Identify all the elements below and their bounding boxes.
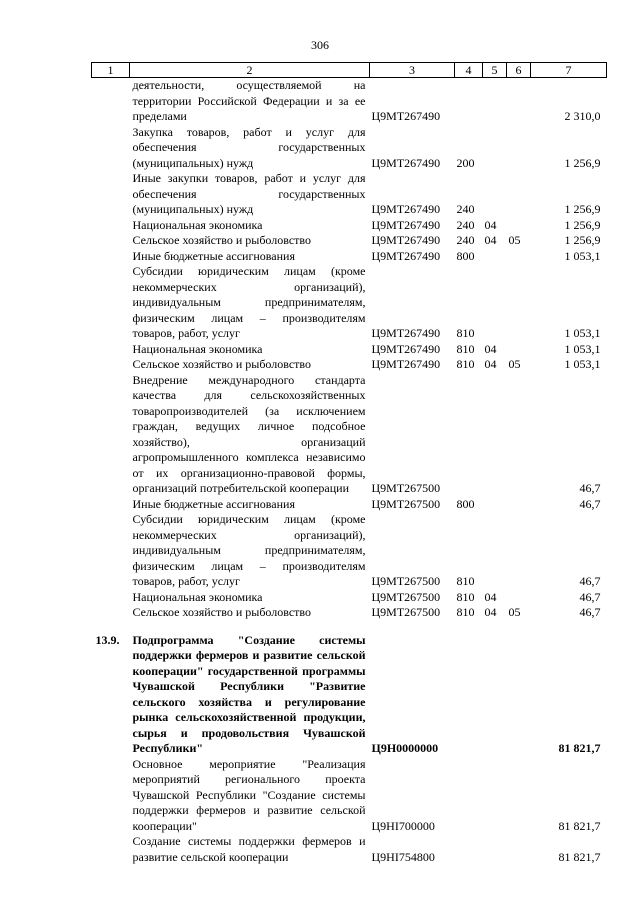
table-row (92, 590, 607, 606)
row-name: Сельское хозяйство и рыболовство (132, 605, 312, 619)
row-pr (507, 171, 531, 218)
row-pr (507, 757, 531, 835)
row-name: Создание системы поддержки фермеров и развитие сельской кооперации (132, 834, 366, 864)
row-vr: 810 (456, 605, 475, 619)
spacer-row (92, 621, 607, 633)
row-vr: 240 (456, 217, 475, 232)
row-vr: 810 (456, 589, 475, 604)
row-rz (483, 497, 507, 513)
row-code: Ц9МТ267500 (371, 605, 441, 619)
row-rz (483, 171, 507, 218)
row-name: Иные бюджетные ассигнования (132, 496, 295, 511)
row-rz (483, 264, 507, 342)
row-vr: 810 (456, 341, 475, 356)
header-col-1: 1 (92, 63, 130, 78)
table-row (92, 125, 607, 172)
row-pr (507, 264, 531, 342)
row-vr: 200 (456, 155, 475, 170)
table-row (92, 757, 607, 835)
row-vr: 800 (456, 496, 475, 511)
row-name: Закупка товаров, работ и услуг для обеспечения государственных (муниципальных) нужд (132, 124, 366, 170)
row-code: Ц9МТ267490 (371, 202, 441, 216)
section-code: Ц9Н0000000 (371, 741, 439, 755)
row-rz (483, 78, 507, 125)
row-name: Национальная экономика (132, 217, 263, 232)
row-pr: 05 (508, 233, 521, 247)
row-pr (507, 342, 531, 358)
table-row (92, 233, 607, 249)
table-row (92, 834, 607, 865)
table-row (92, 249, 607, 265)
section-row (92, 633, 607, 757)
row-sum: 1 053,1 (564, 341, 601, 356)
row-sum: 1 053,1 (564, 326, 601, 340)
row-code: Ц9МТ267490 (371, 217, 441, 232)
row-vr: 810 (456, 357, 475, 371)
row-vr (455, 834, 483, 865)
row-pr: 05 (508, 357, 521, 371)
table-row (92, 78, 607, 125)
table-row (92, 373, 607, 497)
row-name: Иные бюджетные ассигнования (132, 248, 295, 263)
row-sum: 81 821,7 (558, 849, 601, 864)
row-pr (507, 373, 531, 497)
row-code: Ц9МТ267500 (371, 589, 441, 604)
row-name: Основное мероприятие "Реализация мероприятий регионального проекта Чувашской Республики "Создание системы поддержки фермеров и развитие сельской кооперации" (132, 756, 366, 833)
row-vr (455, 78, 483, 125)
row-sum: 1 256,9 (564, 217, 601, 232)
row-sum: 46,7 (579, 496, 601, 511)
row-sum: 1 053,1 (564, 248, 601, 263)
row-rz: 04 (484, 589, 497, 604)
table-row (92, 605, 607, 621)
row-name: Сельское хозяйство и рыболовство (132, 357, 312, 371)
row-vr: 800 (456, 248, 475, 263)
row-name: деятельности, осуществляемой на территории Российской Федерации и за ее пределами (132, 78, 366, 123)
header-col-2: 2 (130, 63, 370, 78)
table-row (92, 264, 607, 342)
row-pr (507, 512, 531, 590)
row-pr (507, 834, 531, 865)
row-rz: 04 (484, 233, 497, 247)
row-code: Ц9НI700000 (371, 818, 435, 833)
table-row (92, 512, 607, 590)
row-code: Ц9МТ267490 (371, 233, 441, 247)
row-name: Субсидии юридическим лицам (кроме некоммерческих организаций), индивидуальным предпринимателям, физическим лицам – производителям товаров, работ, услуг (132, 512, 366, 588)
row-sum: 1 256,9 (564, 155, 601, 170)
table-row (92, 342, 607, 358)
row-rz (483, 757, 507, 835)
row-rz: 04 (484, 605, 497, 619)
row-code: Ц9МТ267490 (371, 155, 441, 170)
table-row (92, 218, 607, 234)
row-pr (507, 497, 531, 513)
row-sum: 2 310,0 (564, 109, 601, 123)
section-name: Подпрограмма "Создание системы поддержки фермеров и развитие сельской кооперации" государственной программы Чувашской Республики "Развитие сельского хозяйства и регулирование рынка сельскохозяйственной продукции, сырья и продовольствия Чувашской Республики" (132, 632, 366, 755)
row-rz (483, 373, 507, 497)
row-code: Ц9МТ267500 (371, 574, 441, 588)
header-col-4: 4 (455, 63, 483, 78)
row-sum: 1 256,9 (564, 233, 601, 247)
row-code: Ц9МТ267490 (371, 248, 441, 263)
row-name: Национальная экономика (132, 341, 263, 356)
row-rz (483, 834, 507, 865)
row-name: Сельское хозяйство и рыболовство (132, 233, 312, 247)
row-vr: 240 (456, 202, 475, 216)
row-vr: 810 (456, 326, 475, 340)
row-pr (507, 78, 531, 125)
page-number: 306 (311, 38, 329, 52)
header-col-3: 3 (370, 63, 455, 78)
row-code: Ц9НI754800 (371, 849, 435, 864)
row-code: Ц9МТ267490 (371, 326, 441, 340)
row-rz: 04 (484, 357, 497, 371)
row-vr (455, 757, 483, 835)
row-pr (507, 249, 531, 265)
table-row (92, 357, 607, 373)
row-name: Иные закупки товаров, работ и услуг для обеспечения государственных (муниципальных) нужд (132, 171, 366, 216)
row-code: Ц9МТ267490 (371, 109, 441, 123)
row-vr: 810 (456, 574, 475, 588)
row-code: Ц9МТ267490 (371, 341, 441, 356)
row-name: Внедрение международного стандарта качества для сельскохозяйственных товаропроизводителей (за исключением граждан, ведущих личное подсобное хозяйство), организаций агропромышленного комплекса независимо от их организационно-правовой формы, организаций потребительской кооперации (132, 372, 366, 495)
header-col-6: 6 (507, 63, 531, 78)
table-row (92, 497, 607, 513)
row-sum: 1 256,9 (564, 202, 601, 216)
row-pr (507, 590, 531, 606)
budget-table (91, 62, 607, 865)
row-rz (483, 125, 507, 172)
row-rz (483, 512, 507, 590)
row-pr: 05 (508, 605, 521, 619)
row-pr (507, 218, 531, 234)
row-name: Субсидии юридическим лицам (кроме некоммерческих организаций), индивидуальным предпринимателям, физическим лицам – производителям товаров, работ, услуг (132, 264, 366, 340)
table-row (92, 171, 607, 218)
row-vr: 240 (456, 233, 475, 247)
table-header-row (92, 63, 607, 78)
header-col-7: 7 (531, 63, 607, 78)
row-sum: 46,7 (579, 589, 601, 604)
section-number: 13.9. (95, 632, 120, 647)
row-sum: 46,7 (579, 605, 601, 619)
row-sum: 81 821,7 (558, 818, 601, 833)
section-sum: 81 821,7 (558, 741, 601, 755)
header-col-5: 5 (483, 63, 507, 78)
row-code: Ц9МТ267500 (371, 481, 441, 495)
row-pr (507, 125, 531, 172)
row-rz: 04 (484, 217, 497, 232)
row-rz: 04 (484, 341, 497, 356)
row-vr (455, 373, 483, 497)
row-sum: 46,7 (579, 481, 601, 495)
row-name: Национальная экономика (132, 589, 263, 604)
row-code: Ц9МТ267490 (371, 357, 441, 371)
row-rz (483, 249, 507, 265)
row-code: Ц9МТ267500 (371, 496, 441, 511)
row-sum: 46,7 (579, 574, 601, 588)
row-sum: 1 053,1 (564, 357, 601, 371)
